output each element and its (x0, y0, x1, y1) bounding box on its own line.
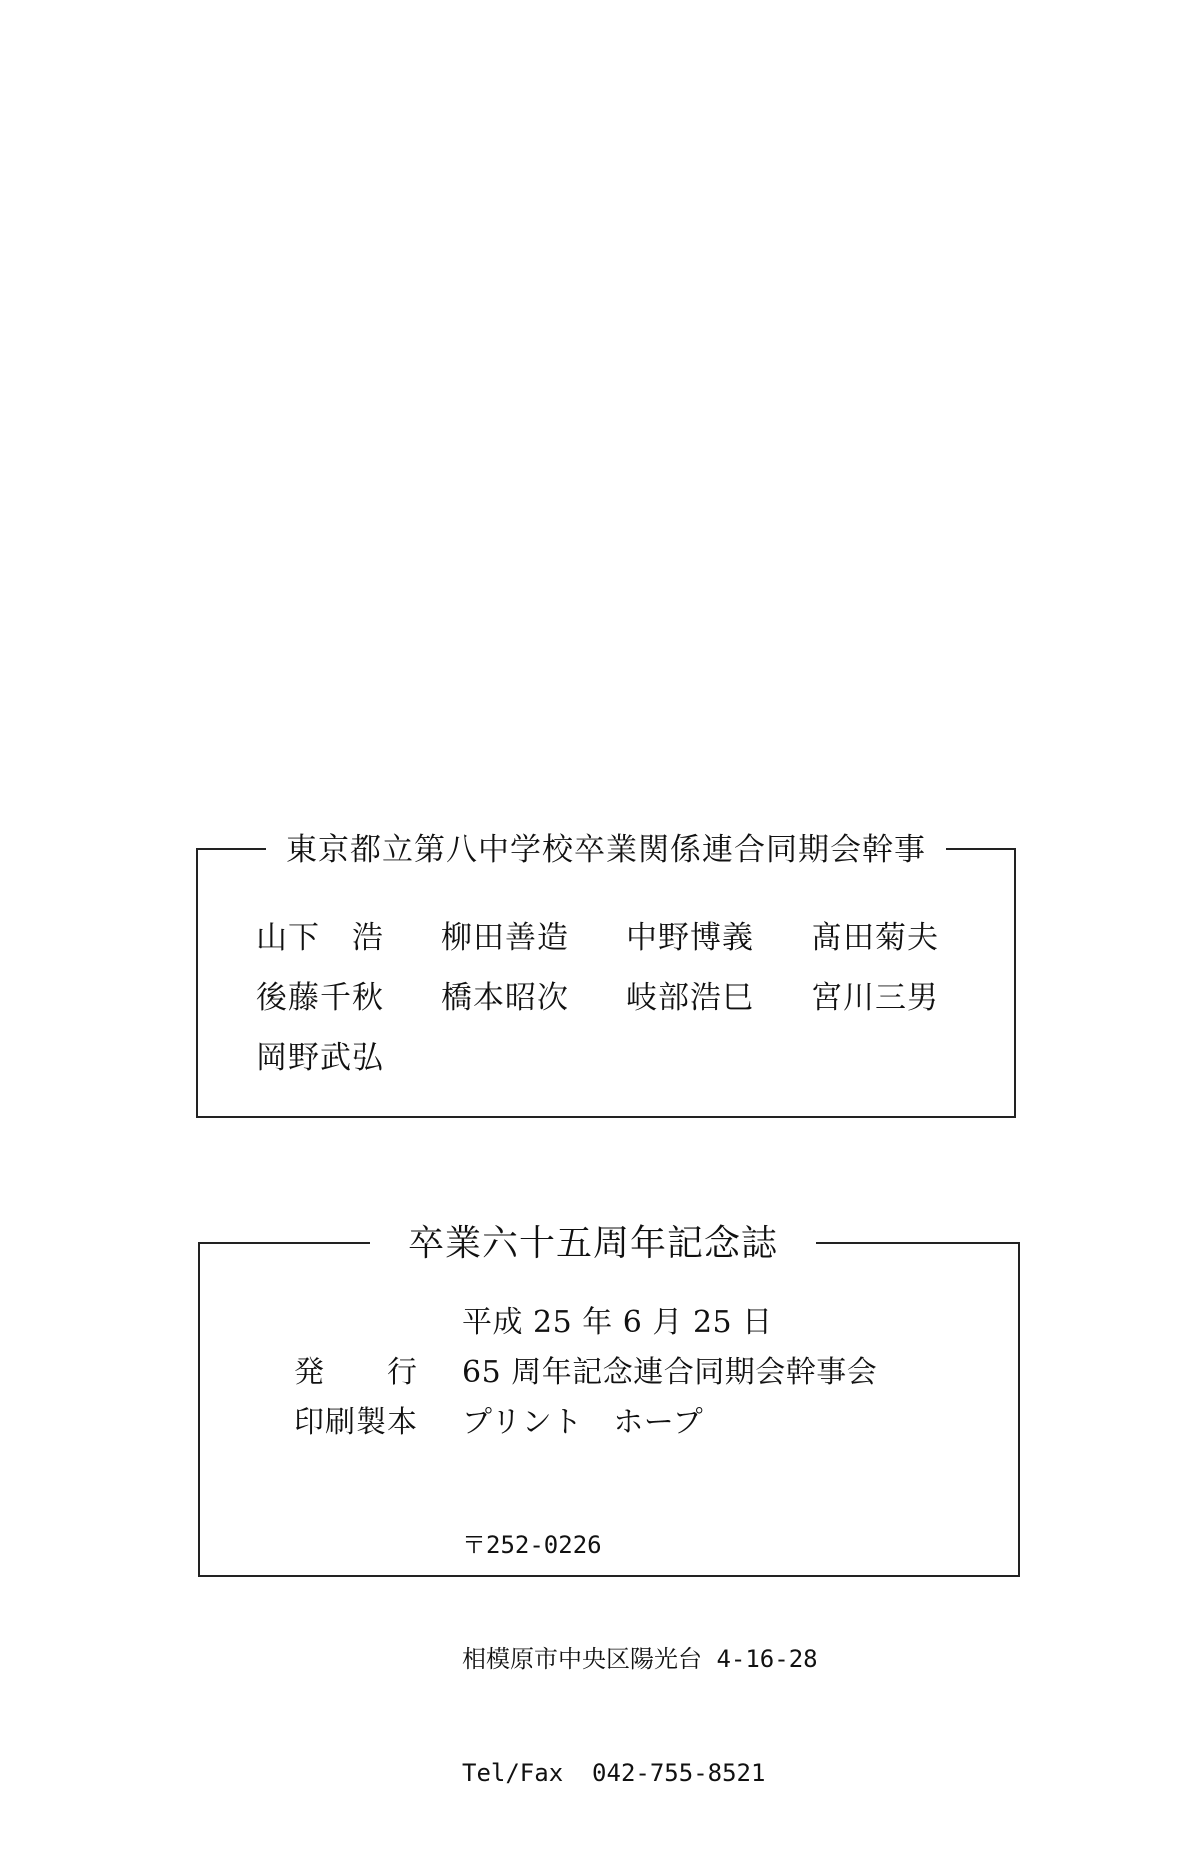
committee-title: 東京都立第八中学校卒業関係連合同期会幹事 (266, 826, 946, 874)
colophon-box (198, 1223, 1020, 1787)
printer-row (294, 1394, 994, 1444)
member-name: 後藤千秋 (256, 979, 384, 1016)
member-name: 岐部浩巳 (626, 979, 754, 1016)
publisher-row (294, 1344, 994, 1394)
member-name: 髙田菊夫 (811, 919, 939, 956)
printer-label: 印刷製本 (294, 1405, 418, 1440)
contact-line: Tel/Fax 042-755-8521 (462, 1759, 766, 1787)
publisher-value: 65 周年記念連合同期会幹事会 (462, 1355, 878, 1390)
member-name: 宮川三男 (811, 979, 939, 1016)
publication-date: 平成 25 年 6 月 25 日 (462, 1305, 773, 1340)
member-name: 柳田善造 (441, 919, 569, 956)
postal-code: 〒252-0226 (462, 1531, 602, 1559)
member-name: 橋本昭次 (441, 979, 569, 1016)
committee-names (256, 904, 996, 1084)
member-name: 山下 浩 (256, 919, 384, 956)
member-name: 岡野武弘 (256, 1039, 384, 1076)
member-name: 中野博義 (626, 919, 754, 956)
printer-address (462, 1450, 994, 1868)
date-row (294, 1294, 994, 1344)
colophon-details (294, 1294, 994, 1868)
printer-value: プリント ホープ (462, 1405, 704, 1440)
name-row-2 (256, 964, 996, 1024)
name-row-3 (256, 1024, 996, 1084)
publisher-label: 発 行 (294, 1355, 418, 1390)
name-row-1 (256, 904, 996, 964)
committee-box (196, 832, 1016, 1118)
address-line: 相模原市中央区陽光台 4-16-28 (462, 1645, 818, 1673)
colophon-title: 卒業六十五周年記念誌 (370, 1216, 816, 1272)
